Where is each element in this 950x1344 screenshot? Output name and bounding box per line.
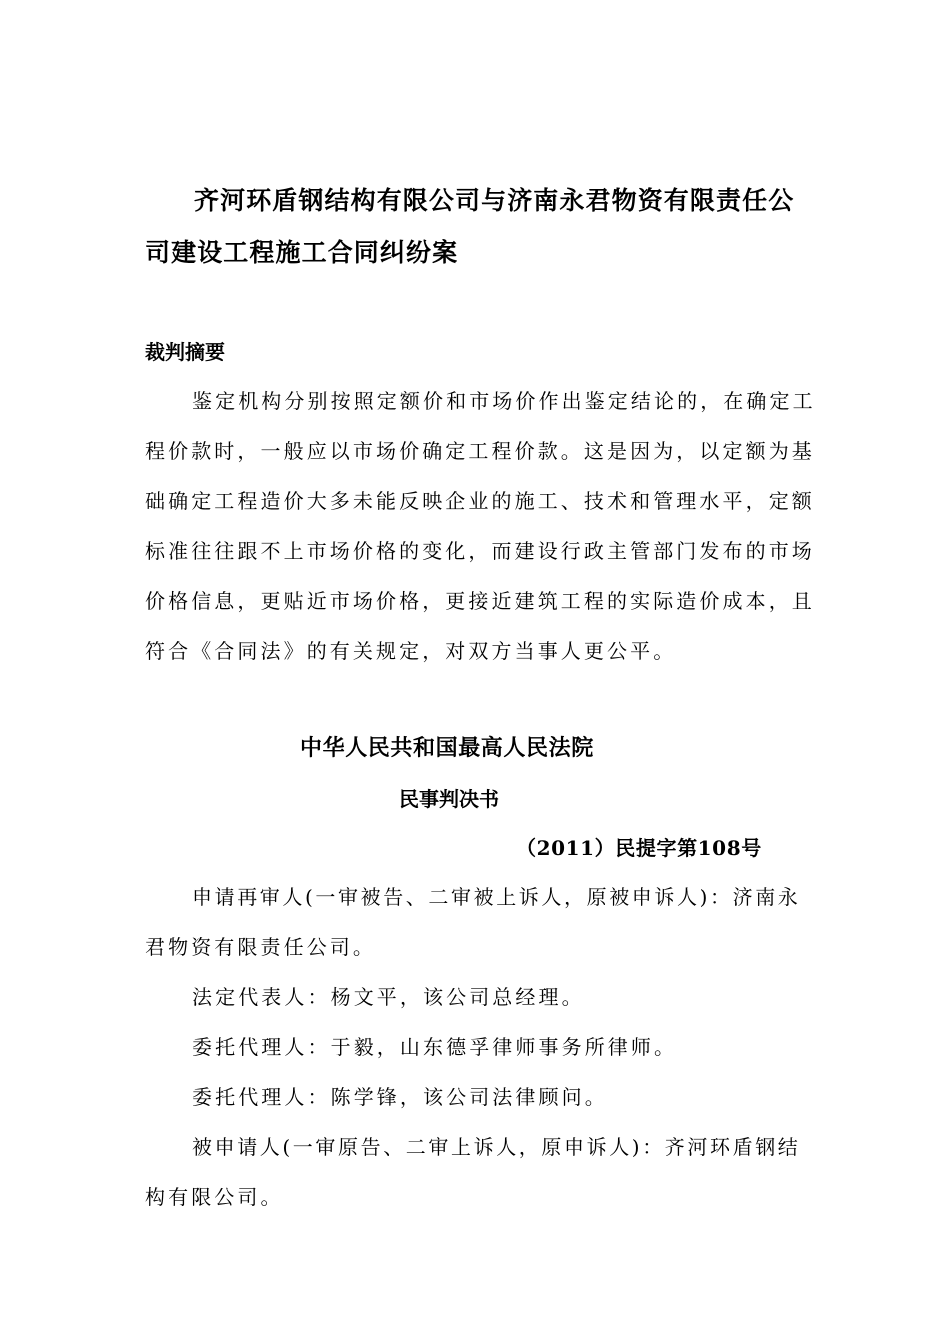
- party-line-6: 被申请人(一审原告、二审上诉人，原申诉人)：齐河环盾钢结: [192, 1135, 801, 1159]
- party-line-7: 构有限公司。: [145, 1185, 284, 1209]
- party-line-3: 法定代表人：杨文平，该公司总经理。: [192, 985, 585, 1009]
- summary-heading: 裁判摘要: [145, 340, 225, 364]
- party-line-5: 委托代理人：陈学锋，该公司法律顾问。: [192, 1085, 608, 1109]
- case-number: （2011）民提字第108号: [516, 836, 762, 860]
- court-name: 中华人民共和国最高人民法院: [300, 736, 594, 761]
- summary-line-6: 符合《合同法》的有关规定，对双方当事人更公平。: [145, 639, 677, 663]
- summary-line-3: 础确定工程造价大多未能反映企业的施工、技术和管理水平，定额: [145, 489, 815, 513]
- case-title-line-2: 司建设工程施工合同纠纷案: [145, 238, 459, 267]
- summary-line-5: 价格信息，更贴近市场价格，更接近建筑工程的实际造价成本，且: [145, 589, 815, 613]
- summary-line-4: 标准往往跟不上市场价格的变化，而建设行政主管部门发布的市场: [145, 539, 815, 563]
- summary-line-2: 程价款时，一般应以市场价确定工程价款。这是因为，以定额为基: [145, 439, 815, 463]
- party-line-4: 委托代理人：于毅，山东德孚律师事务所律师。: [192, 1035, 678, 1059]
- case-title-line-1: 齐河环盾钢结构有限公司与济南永君物资有限责任公: [194, 186, 795, 215]
- summary-line-1: 鉴定机构分别按照定额价和市场价作出鉴定结论的，在确定工: [192, 389, 816, 413]
- party-line-2: 君物资有限责任公司。: [145, 935, 376, 959]
- party-line-1: 申请再审人(一审被告、二审被上诉人，原被申诉人)：济南永: [192, 885, 801, 909]
- document-type: 民事判决书: [399, 787, 499, 811]
